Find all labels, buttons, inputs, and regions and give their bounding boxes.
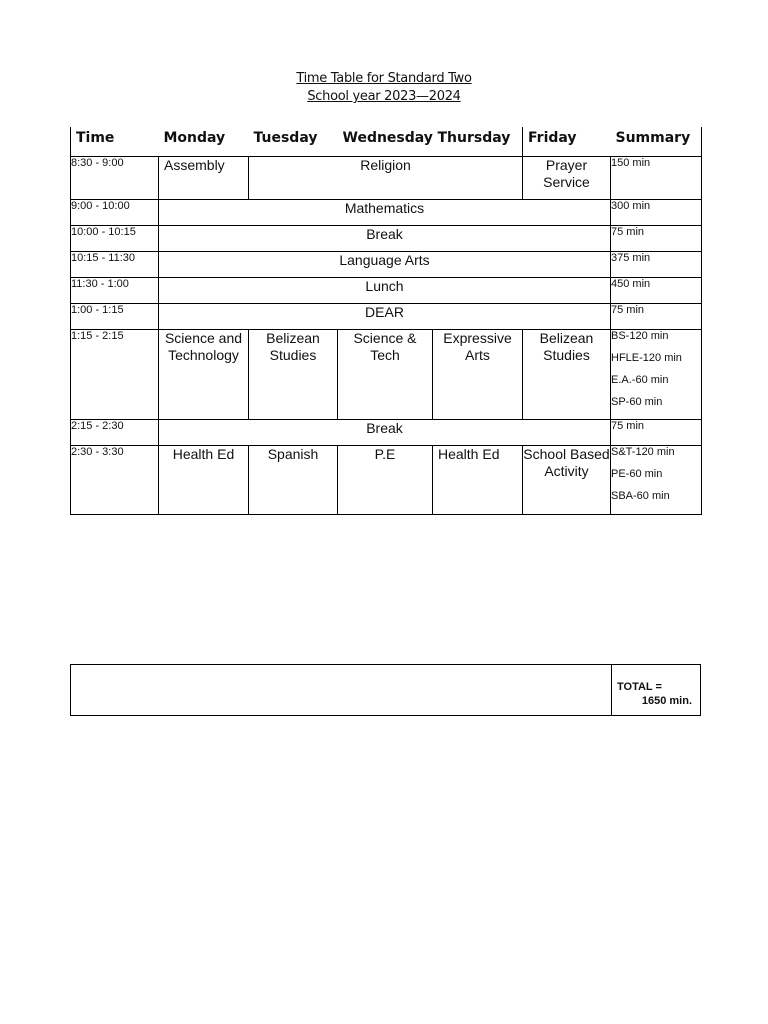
summary-cell: 300 min xyxy=(611,199,702,225)
summary-cell: 75 min xyxy=(611,225,702,251)
time-cell: 9:00 - 10:00 xyxy=(71,199,159,225)
title-line-2: School year 2023—2024 xyxy=(307,89,461,104)
timetable xyxy=(70,127,702,515)
wednesday-cell: Science & Tech xyxy=(338,329,433,419)
total-divider xyxy=(611,665,612,715)
total-box xyxy=(70,664,701,716)
summary-cell: 450 min xyxy=(611,277,702,303)
friday-cell: Belizean Studies xyxy=(523,329,611,419)
header-row xyxy=(71,127,702,156)
subject-cell: Break xyxy=(159,225,611,251)
table-row xyxy=(71,156,702,199)
header-wednesday: Wednesday xyxy=(338,127,433,156)
header-friday: Friday xyxy=(523,127,611,156)
header-time: Time xyxy=(71,127,159,156)
monday-cell: Assembly xyxy=(159,156,249,199)
table-row xyxy=(71,225,702,251)
summary-cell: 150 min xyxy=(611,156,702,199)
summary-cell: 75 min xyxy=(611,303,702,329)
table-row xyxy=(71,329,702,419)
header-tuesday: Tuesday xyxy=(249,127,338,156)
time-cell: 11:30 - 1:00 xyxy=(71,277,159,303)
wednesday-cell: P.E xyxy=(338,445,433,514)
title-line-1: Time Table for Standard Two xyxy=(296,71,472,86)
tuesday-cell: Spanish xyxy=(249,445,338,514)
religion-cell: Religion xyxy=(249,156,523,199)
header-monday: Monday xyxy=(159,127,249,156)
summary-line: S&T-120 min xyxy=(611,445,675,458)
time-cell: 2:30 - 3:30 xyxy=(71,445,159,514)
total-text: TOTAL = xyxy=(617,681,662,693)
summary-cell: 375 min xyxy=(611,251,702,277)
summary-line: HFLE-120 min xyxy=(611,351,682,364)
time-cell: 10:15 - 11:30 xyxy=(71,251,159,277)
time-cell: 1:00 - 1:15 xyxy=(71,303,159,329)
monday-cell: Health Ed xyxy=(159,445,249,514)
summary-cell xyxy=(611,445,702,514)
document-title xyxy=(0,70,768,106)
time-cell: 8:30 - 9:00 xyxy=(71,156,159,199)
total-label xyxy=(617,680,692,708)
subject-cell: Break xyxy=(159,419,611,445)
total-value: 1650 min. xyxy=(641,695,692,707)
summary-line: E.A.-60 min xyxy=(611,373,669,386)
time-cell: 2:15 - 2:30 xyxy=(71,419,159,445)
thursday-cell: Health Ed xyxy=(433,445,523,514)
table-row xyxy=(71,199,702,225)
table-row xyxy=(71,419,702,445)
thursday-cell: Expressive Arts xyxy=(433,329,523,419)
table-row xyxy=(71,277,702,303)
tuesday-cell: Belizean Studies xyxy=(249,329,338,419)
header-thursday: Thursday xyxy=(433,127,523,156)
subject-cell: Language Arts xyxy=(159,251,611,277)
summary-cell xyxy=(611,329,702,419)
summary-line: SP-60 min xyxy=(611,395,663,408)
monday-cell: Science and Technology xyxy=(159,329,249,419)
subject-cell: Mathematics xyxy=(159,199,611,225)
summary-line: PE-60 min xyxy=(611,467,663,480)
table-row xyxy=(71,303,702,329)
summary-line: SBA-60 min xyxy=(611,489,670,502)
subject-cell: DEAR xyxy=(159,303,611,329)
time-cell: 10:00 - 10:15 xyxy=(71,225,159,251)
subject-cell: Lunch xyxy=(159,277,611,303)
friday-cell: School Based Activity xyxy=(523,445,611,514)
friday-cell: Prayer Service xyxy=(523,156,611,199)
time-cell: 1:15 - 2:15 xyxy=(71,329,159,419)
table-row xyxy=(71,251,702,277)
summary-line: BS-120 min xyxy=(611,329,669,342)
header-summary: Summary xyxy=(611,127,702,156)
table-row xyxy=(71,445,702,514)
summary-cell: 75 min xyxy=(611,419,702,445)
